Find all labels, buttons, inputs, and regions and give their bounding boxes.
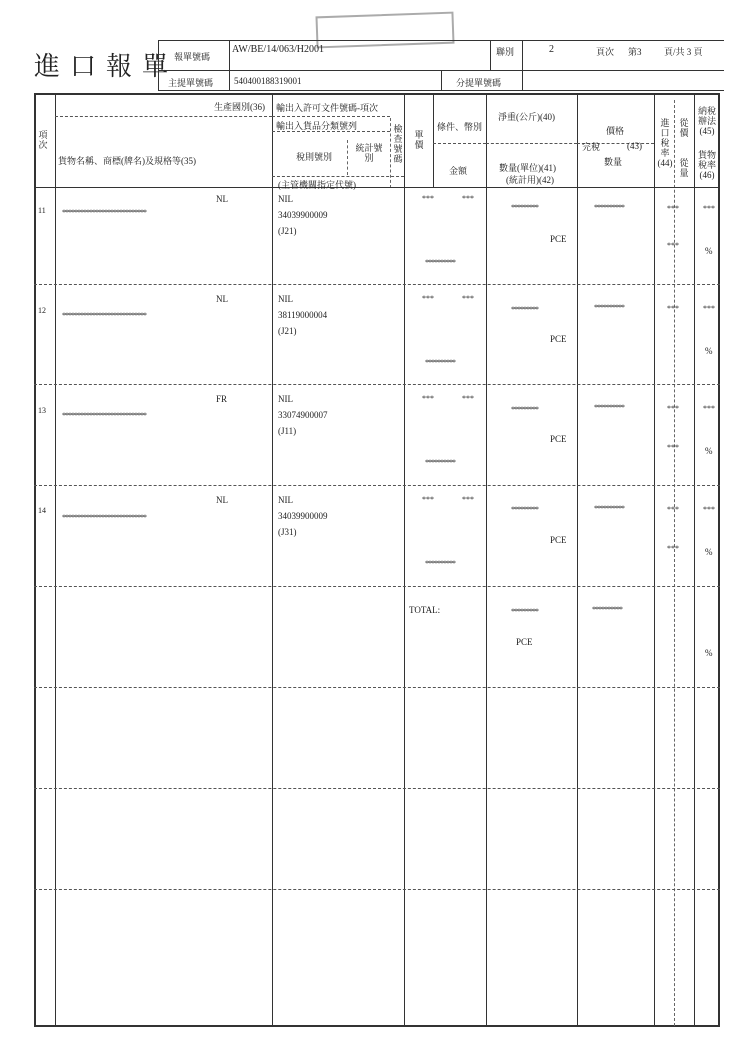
total-price: ********** [592,605,622,614]
item-price: ********** [594,403,624,412]
col-description: 貨物名稱、商標(牌名)及規格等(35) [58,156,196,166]
item-terms: *** [422,294,434,303]
item-origin: NL [216,294,228,304]
item-amount: ********** [425,258,455,267]
item-tariff: 34039900009 [278,511,328,521]
item-tariff: 34039900009 [278,210,328,220]
item-amount: ********** [425,458,455,467]
master-bl: 540400188319001 [234,76,302,86]
item-net-weight: ********* [511,505,538,514]
page-total: 頁/共 3 頁 [664,47,703,57]
item-no: 12 [38,306,46,315]
item-tax-rate: % [705,346,713,356]
form-title: 進口報單 [34,52,179,81]
col-net-weight: 淨重(公斤)(40) [498,112,555,122]
main-table [34,93,720,1027]
item-origin: FR [216,394,228,404]
col-customs-value: 價格 [606,126,625,136]
item-price: ********** [594,203,624,212]
item-origin: NL [216,495,228,505]
declaration-no-label: 報單號碼 [174,52,211,62]
total-unit: PCE [516,637,533,647]
item-tax-rate: % [705,246,713,256]
col-specific: 從量 [679,158,689,178]
item-tax-method: *** [703,204,715,213]
col-inspection: 檢查號碼 [393,124,403,164]
item-currency: *** [462,495,474,504]
item-price: ********** [594,303,624,312]
item-permit: NIL [278,194,293,204]
item-duty-a: *** [667,505,679,514]
item-duty-b: *** [667,544,679,553]
house-bl-label: 分提單號碼 [456,78,502,88]
col-stat-no: 統計號別 [355,143,383,163]
declaration-no: AW/BE/14/063/H2001 [232,44,324,55]
col-ccc: 輸出入貨品分類號列 [276,121,358,131]
copy-label: 聯別 [496,47,515,57]
item-unit: PCE [550,334,567,344]
item-price: ********** [594,504,624,513]
col-quantity: 數量(單位)(41) [499,163,556,173]
item-no: 13 [38,406,46,415]
item-net-weight: ********* [511,305,538,314]
item-amount: ********** [425,358,455,367]
item-tax-method: *** [703,404,715,413]
col-permit: 輸出入許可文件號碼-項次 [276,103,378,113]
col-amount: 金額 [449,166,468,176]
item-currency: *** [462,294,474,303]
total-net-weight: ********* [511,607,538,616]
item-agency: (J21) [278,226,297,236]
item-no: 14 [38,506,46,515]
col-quantity-short: 數量 [604,157,623,167]
item-tariff: 38119000004 [278,310,328,320]
item-amount: ********** [425,559,455,568]
item-currency: *** [462,394,474,403]
col-agency: (主管機關指定代號) [278,180,356,190]
item-agency: (J21) [278,326,297,336]
item-permit: NIL [278,495,293,505]
col-tax-method: 納稅辦法(45) [697,106,716,136]
item-tax-rate: % [705,446,713,456]
item-description: **************************** [62,513,146,522]
total-tax-rate: % [705,648,713,658]
col-terms-currency: 條件、幣別 [437,122,483,132]
copy-no: 2 [549,44,554,55]
item-currency: *** [462,194,474,203]
item-description: **************************** [62,411,146,420]
item-duty-b: *** [667,443,679,452]
col-commodity-tax-rate: 貨物稅率(46) [697,150,716,180]
col-unit-price: 單價 [414,130,424,150]
col-stat-qty: (統計用)(42) [506,175,554,185]
col-value-no: (43) [627,141,642,151]
item-tax-rate: % [705,547,713,557]
item-terms: *** [422,495,434,504]
col-tariff-no: 稅則號別 [296,152,333,162]
item-tariff: 33074900007 [278,410,328,420]
item-origin: NL [216,194,228,204]
item-description: **************************** [62,311,146,320]
item-agency: (J11) [278,426,297,436]
item-duty-a: *** [667,204,679,213]
item-tax-method: *** [703,304,715,313]
item-duty-b: *** [667,241,679,250]
item-unit: PCE [550,535,567,545]
item-agency: (J31) [278,527,297,537]
col-import-duty-rate: 進口稅率(44) [657,118,673,168]
item-duty-a: *** [667,304,679,313]
item-net-weight: ********* [511,203,538,212]
item-terms: *** [422,194,434,203]
item-permit: NIL [278,394,293,404]
col-ad-valorem: 從價 [679,118,689,138]
col-origin: 生產國別(36) [214,102,265,112]
item-unit: PCE [550,234,567,244]
item-unit: PCE [550,434,567,444]
stamp-mark [315,12,454,49]
col-item-no: 項次 [38,130,48,150]
item-duty-a: *** [667,404,679,413]
item-no: 11 [38,206,46,215]
item-terms: *** [422,394,434,403]
page-current: 第3 [628,47,642,57]
col-duty-paid-value: 完稅 [582,142,601,152]
item-description: **************************** [62,208,146,217]
page-label: 頁次 [596,47,615,57]
total-label: TOTAL: [409,605,441,615]
item-permit: NIL [278,294,293,304]
master-bl-label: 主提單號碼 [168,78,214,88]
item-net-weight: ********* [511,405,538,414]
item-tax-method: *** [703,505,715,514]
